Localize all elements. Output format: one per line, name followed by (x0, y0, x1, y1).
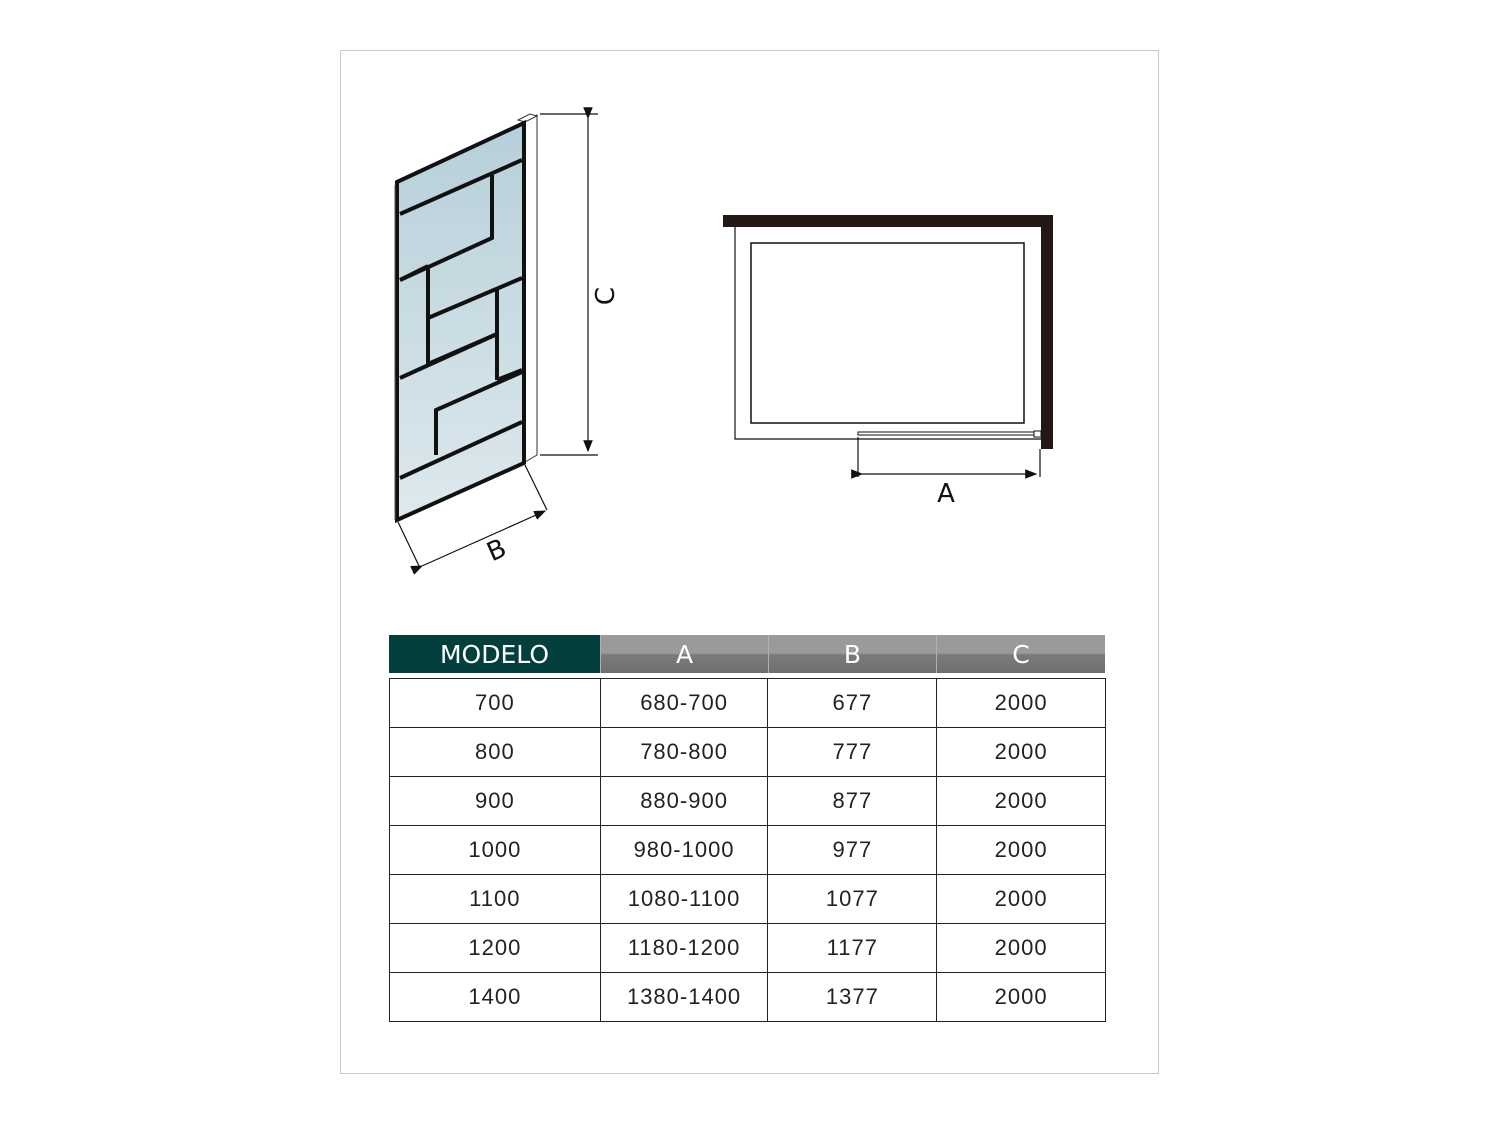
cell-b: 877 (768, 777, 937, 826)
dimension-label-c: C (591, 286, 621, 306)
panel-perspective-view (395, 114, 621, 568)
header-b: B (768, 635, 936, 673)
cell-a: 1380-1400 (600, 973, 768, 1022)
cell-modelo: 900 (390, 777, 601, 826)
cell-modelo: 800 (390, 728, 601, 777)
cell-modelo: 1200 (390, 924, 601, 973)
cell-a: 1080-1100 (600, 875, 768, 924)
table-row (390, 924, 1106, 973)
cell-c: 2000 (937, 875, 1106, 924)
cell-c: 2000 (937, 973, 1106, 1022)
header-c: C (936, 635, 1105, 673)
top-plan-view (723, 215, 1053, 509)
dimension-label-b: B (482, 533, 511, 569)
cell-a: 780-800 (600, 728, 768, 777)
cell-a: 1180-1200 (600, 924, 768, 973)
table-row (390, 679, 1106, 728)
table-header (389, 635, 1105, 673)
cell-c: 2000 (937, 679, 1106, 728)
cell-a: 680-700 (600, 679, 768, 728)
header-modelo: MODELO (389, 635, 600, 673)
cell-modelo: 1000 (390, 826, 601, 875)
cell-modelo: 1400 (390, 973, 601, 1022)
table-row (390, 728, 1106, 777)
cell-b: 777 (768, 728, 937, 777)
table-row (390, 777, 1106, 826)
cell-c: 2000 (937, 777, 1106, 826)
spec-table (389, 678, 1106, 1022)
cell-b: 977 (768, 826, 937, 875)
header-a: A (600, 635, 768, 673)
cell-b: 1077 (768, 875, 937, 924)
cell-c: 2000 (937, 728, 1106, 777)
dimension-label-a: A (937, 479, 955, 509)
cell-b: 1177 (768, 924, 937, 973)
cell-c: 2000 (937, 924, 1106, 973)
cell-modelo: 700 (390, 679, 601, 728)
cell-b: 1377 (768, 973, 937, 1022)
cell-c: 2000 (937, 826, 1106, 875)
cell-a: 880-900 (600, 777, 768, 826)
cell-a: 980-1000 (600, 826, 768, 875)
table-row (390, 973, 1106, 1022)
cell-modelo: 1100 (390, 875, 601, 924)
cell-b: 677 (768, 679, 937, 728)
table-row (390, 826, 1106, 875)
table-row (390, 875, 1106, 924)
